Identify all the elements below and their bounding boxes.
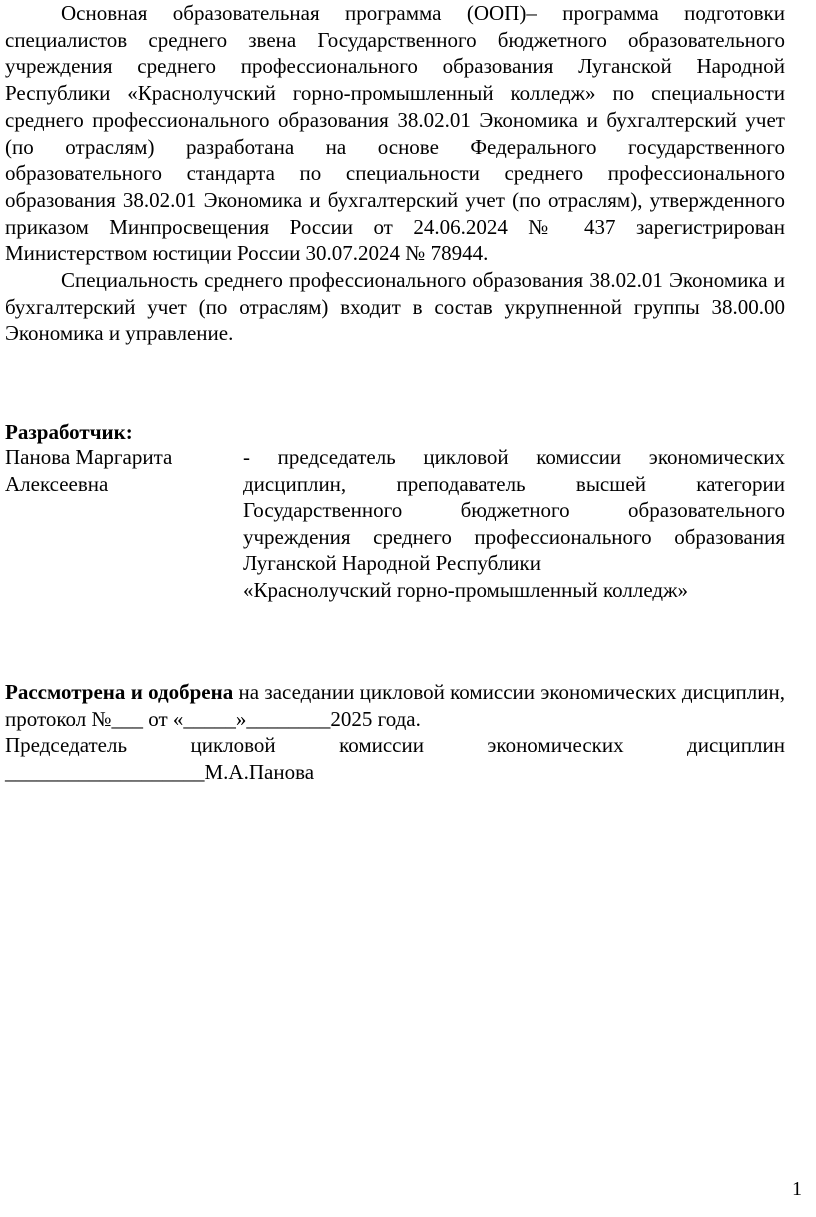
intro-paragraph-2: Специальность среднего профессионального образования 38.02.01 Экономика и бухгалтерский учет (по отраслям) входит в состав укрупненной группы 38.00.00 Экономика и управление. [5,268,785,346]
page-number: 1 [792,1178,802,1200]
approval-text: на заседании цикловой комиссии экономических дисциплин, протокол №___ от «_____»________2025 года. [5,680,785,731]
chair-signature-block [5,732,785,785]
chair-title-row [5,732,785,759]
approval-statement [5,679,785,732]
developer-name [5,444,230,497]
developer-name-patronymic: Алексеевна [5,471,109,496]
approval-bold: Рассмотрена и одобрена [5,680,234,704]
intro-paragraph-1: Основная образовательная программа (ООП)– программа подготовки специалистов среднего звена Государственного бюджетного образовательного учреждения среднего профессионального образования Луганской Народной Республики «Краснолучский горно-промышленный колледж» по специальности среднего профессионального образования 38.02.01 Экономика и бухгалтерский учет (по отраслям) разработана на основе Федерального государственного образовательного стандарта по специальности среднего профессионального образования 38.02.01 Экономика и бухгалтерский учет (по отраслям), утвержденного приказом Минпросвещения России от 24.06.2024 № 437 зарегистрирован Министерством юстиции России 30.07.2024 № 78944. [5,1,785,266]
developer-role-main: - председатель цикловой комиссии экономических дисциплин, преподаватель высшей категории Государственного бюджетного образовательного учреждения среднего профессионального образования Луганской Народной Республики [243,445,785,575]
chair-word-1: Председатель [5,733,128,757]
chair-word-4: экономических [487,733,624,757]
developer-role-college: «Краснолучский горно-промышленный колледж» [243,577,689,602]
developer-name-first: Панова Маргарита [5,445,173,469]
chair-word-5: дисциплин [687,733,785,757]
intro-text [5,0,785,347]
chair-signature-line: ___________________М.А.Панова [5,759,315,784]
chair-word-3: комиссии [339,733,424,757]
developer-heading: Разработчик: [5,420,133,444]
developer-role [243,444,785,603]
chair-word-2: цикловой [190,733,276,757]
